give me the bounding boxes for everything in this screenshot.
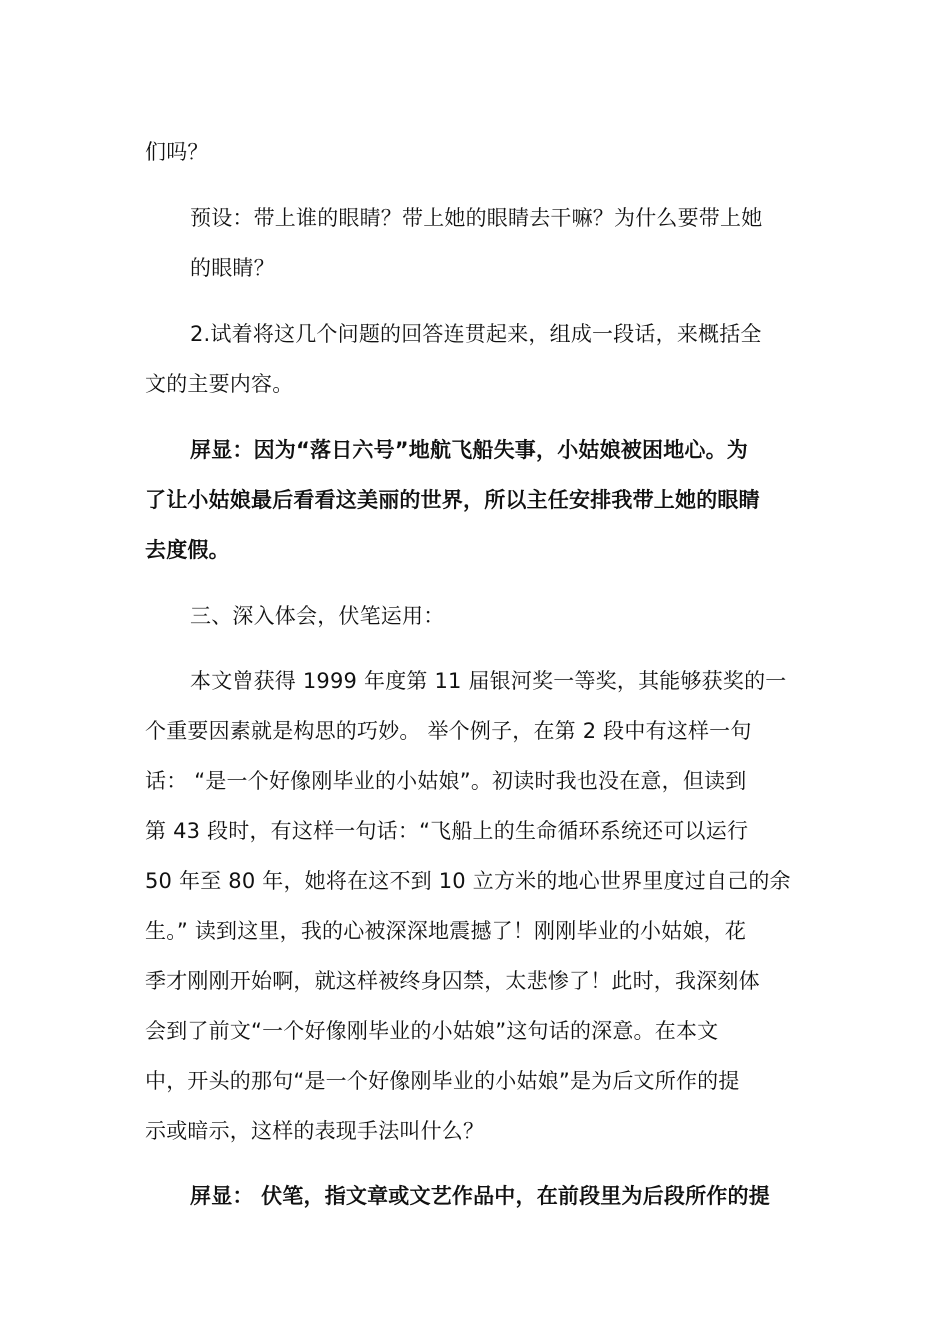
text-line: 预设：带上谁的眼睛？带上她的眼睛去干嘛？为什么要带上她 (190, 206, 763, 230)
section-heading: 三、深入体会，伏笔运用： (190, 604, 445, 628)
text-line: 的眼睛？ (190, 256, 275, 280)
bold-text-line: 去度假。 (145, 538, 230, 562)
bold-text-line: 了让小姑娘最后看看这美丽的世界，所以主任安排我带上她的眼睛 (145, 488, 760, 512)
text-line: 季才刚刚开始啊，就这样被终身囚禁，太悲惨了！此时，我深刻体 (145, 969, 760, 993)
text-line: 本文曾获得 1999 年度第 11 届银河奖一等奖，其能够获奖的一 (190, 669, 787, 693)
text-line: 生。” 读到这里，我的心被深深地震撼了！刚刚毕业的小姑娘，花 (145, 919, 747, 943)
bold-text-line: 屏显：因为“落日六号”地航飞船失事，小姑娘被困地心。为 (190, 438, 749, 462)
text-line: 第 43 段时，有这样一句话：“飞船上的生命循环系统还可以运行 (145, 819, 749, 843)
text-line: 示或暗示，这样的表现手法叫什么？ (145, 1119, 485, 1143)
text-line: 们吗？ (145, 140, 209, 164)
text-line: 会到了前文“一个好像刚毕业的小姑娘”这句话的深意。在本文 (145, 1019, 719, 1043)
text-line: 个重要因素就是构思的巧妙。 举个例子，在第 2 段中有这样一句 (145, 719, 752, 743)
text-line: 文的主要内容。 (145, 372, 294, 396)
text-line: 50 年至 80 年，她将在这不到 10 立方米的地心世界里度过自己的余 (145, 869, 791, 893)
text-line: 话： “是一个好像刚毕业的小姑娘”。初读时我也没在意，但读到 (145, 769, 747, 793)
text-line: 中，开头的那句“是一个好像刚毕业的小姑娘”是为后文所作的提 (145, 1069, 740, 1093)
text-line: 2.试着将这几个问题的回答连贯起来，组成一段话，来概括全 (190, 322, 762, 346)
bold-text-line: 屏显： 伏笔，指文章或文艺作品中，在前段里为后段所作的提 (190, 1184, 770, 1208)
